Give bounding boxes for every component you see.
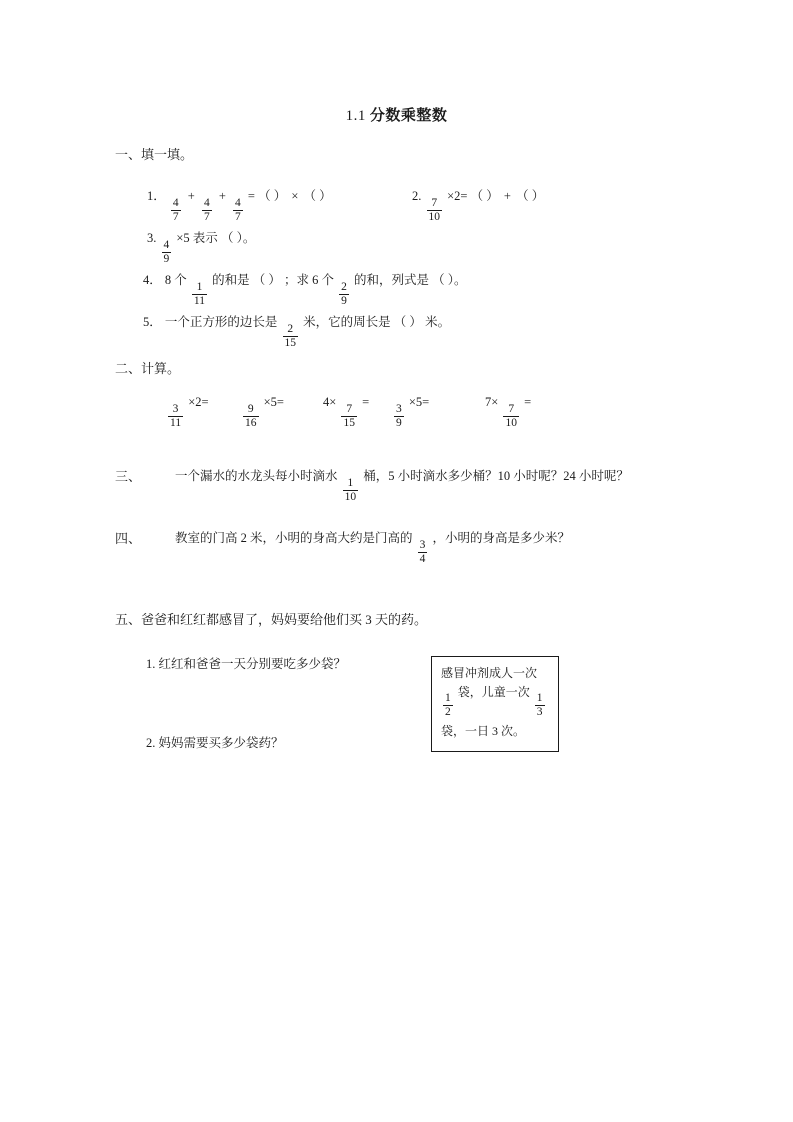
sub-question-text: 妈妈需要买多少袋药？ — [158, 736, 284, 750]
fraction-7-15: $\frac{7}{15}$ — [343, 402, 355, 430]
calc-suffix: ×2= — [188, 395, 209, 409]
calc-prefix: 7× — [485, 395, 499, 409]
question-1-1 — [147, 190, 332, 224]
sub-question-number: 1. — [146, 657, 156, 671]
calc-problem-2 — [241, 396, 284, 430]
answer-blank-1[interactable]: （ ） — [470, 189, 499, 203]
plus-sign-2: + — [218, 189, 226, 203]
question-number: 4． — [143, 273, 162, 287]
fraction-1-11: $\frac{1}{11}$ — [193, 280, 205, 308]
sub-question-text: 红红和爸爸一天分别要吃多少袋？ — [158, 657, 347, 671]
question-text-2: 米，它的周长是 — [303, 315, 391, 329]
sub-question-number: 2. — [146, 736, 156, 750]
answer-blank-1[interactable]: （ ） — [252, 273, 281, 287]
question-number: 3. — [147, 231, 157, 245]
sub-question-5-1 — [146, 658, 346, 672]
section-title-1: 填一填。 — [141, 147, 194, 162]
fraction-1-2: $\frac{1}{2}$ — [445, 691, 451, 719]
sub-question-5-2 — [146, 737, 284, 751]
fraction-7-10-b: $\frac{7}{10}$ — [505, 402, 517, 430]
fraction-4-9: $\frac{4}{9}$ — [163, 238, 170, 266]
section-4-body — [175, 532, 570, 566]
fraction-3-9: $\frac{3}{9}$ — [396, 402, 402, 430]
section-label-5: 五、 — [115, 612, 142, 627]
calc-suffix: ×5= — [263, 395, 284, 409]
question-1-2 — [412, 190, 544, 224]
question-1-3 — [147, 232, 255, 266]
medicine-line-1: 感冒冲剂成人一次 — [441, 666, 538, 680]
answer-blank-1[interactable]: （ ）。 — [220, 231, 256, 245]
fraction-1-3: $\frac{1}{3}$ — [536, 691, 543, 719]
fraction-3-4: $\frac{3}{4}$ — [419, 538, 426, 566]
section-heading-1 — [115, 148, 193, 162]
question-text-1: 一个正方形的边长是 — [164, 315, 278, 329]
body-text-2: ，小明的身高是多少米？ — [432, 531, 571, 545]
fraction-1-10: $\frac{1}{10}$ — [344, 476, 357, 504]
question-text-2: 的和是 — [212, 273, 250, 287]
question-text: ×5 表示 — [176, 231, 218, 245]
body-text-1: 教室的门高 2 米，小明的身高大约是门高的 — [175, 531, 413, 545]
question-text-4: 的和，列式是 — [354, 273, 430, 287]
fraction-4-7-c: $\frac{4}{7}$ — [235, 196, 241, 224]
title-number: 1.1 — [345, 108, 366, 124]
calc-problem-1 — [166, 396, 209, 430]
question-number: 2. — [412, 189, 422, 203]
calc-suffix: = — [524, 395, 532, 409]
question-number: 5． — [143, 315, 162, 329]
section-label-4: 四、 — [115, 531, 142, 546]
fraction-2-9: $\frac{2}{9}$ — [341, 280, 347, 308]
calc-suffix: ×5= — [408, 395, 430, 409]
calc-prefix: 4× — [323, 395, 337, 409]
section-label-1: 一、 — [115, 147, 142, 162]
fraction-2-15: $\frac{2}{15}$ — [284, 322, 297, 350]
operator-times-2: ×2= — [447, 189, 468, 203]
calc-suffix: = — [362, 395, 370, 409]
equals-sign: = — [247, 189, 255, 203]
question-1-5 — [143, 316, 450, 350]
section-title-2: 计算。 — [141, 361, 181, 376]
section-label-3: 三、 — [115, 469, 142, 484]
medicine-line-2 — [441, 686, 550, 719]
medicine-line-3: 袋，一日 3 次。 — [441, 723, 526, 738]
question-number: 1． — [147, 189, 166, 203]
section-title-5: 爸爸和红红都感冒了，妈妈要给他们买 3 天的药。 — [141, 612, 428, 627]
times-sign: × — [291, 189, 299, 203]
body-text-1: 一个漏水的水龙头每小时滴水 — [175, 469, 338, 483]
answer-blank-2[interactable]: （ ）。 — [432, 273, 467, 287]
answer-blank-2[interactable]: （ ） — [516, 189, 545, 203]
answer-blank-1[interactable]: （ ） — [258, 189, 287, 203]
answer-blank-1[interactable]: （ ） — [393, 315, 422, 329]
section-3-body — [175, 470, 629, 504]
title-text: 分数乘整数 — [369, 108, 448, 124]
question-1-4 — [143, 274, 467, 308]
fraction-4-7-b: $\frac{4}{7}$ — [203, 196, 210, 224]
calc-problem-5 — [485, 396, 531, 430]
section-label-2: 二、 — [115, 361, 142, 376]
section-heading-5 — [115, 613, 427, 627]
calc-problem-3 — [323, 396, 369, 430]
page-title — [0, 104, 793, 125]
answer-blank-2[interactable]: （ ） — [303, 189, 332, 203]
plus-sign: + — [503, 189, 511, 203]
plus-sign-1: + — [187, 189, 195, 203]
fraction-7-10: $\frac{7}{10}$ — [428, 196, 440, 224]
calc-problem-4 — [392, 396, 429, 430]
fraction-3-11: $\frac{3}{11}$ — [170, 402, 182, 430]
medicine-text-mid: 袋，儿童一次 — [457, 684, 530, 699]
fraction-9-16: $\frac{9}{16}$ — [245, 402, 257, 430]
body-text-2: 桶，5 小时滴水多少桶？10 小时呢？24 小时呢？ — [363, 469, 629, 483]
question-text-1: 8 个 — [164, 273, 187, 287]
question-text-3: ；求 6 个 — [284, 273, 335, 287]
section-heading-2 — [115, 362, 180, 376]
question-text-3: 米。 — [425, 315, 451, 329]
medicine-info-box — [431, 656, 559, 752]
fraction-4-7-a: $\frac{4}{7}$ — [172, 196, 179, 224]
